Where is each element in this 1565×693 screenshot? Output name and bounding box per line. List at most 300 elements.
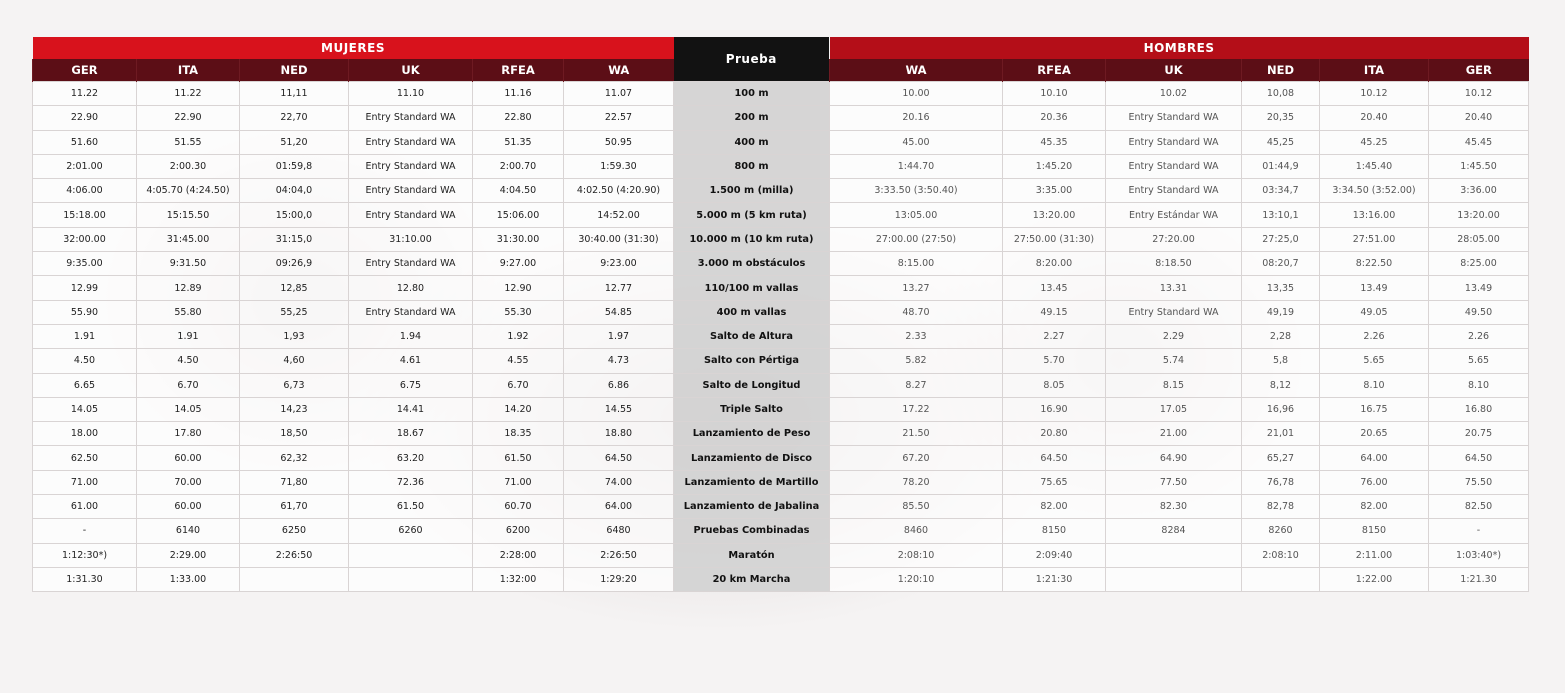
women-value-cell: 54.85 xyxy=(564,300,674,324)
women-value-cell: 61.50 xyxy=(473,446,564,470)
men-value-cell: 2.26 xyxy=(1429,324,1529,348)
women-value-cell: 11.22 xyxy=(137,82,240,106)
women-value-cell: 09:26,9 xyxy=(240,252,349,276)
men-value-cell: 1:45.20 xyxy=(1003,154,1106,178)
men-value-cell: 17.05 xyxy=(1106,397,1242,421)
event-name-cell: 1.500 m (milla) xyxy=(674,179,830,203)
women-value-cell: 18,50 xyxy=(240,422,349,446)
men-value-cell: 20.40 xyxy=(1320,106,1429,130)
men-value-cell: 5,8 xyxy=(1242,349,1320,373)
event-column-header: Prueba xyxy=(674,37,830,82)
women-value-cell: 64.00 xyxy=(564,495,674,519)
event-name-cell: 10.000 m (10 km ruta) xyxy=(674,227,830,251)
event-name-cell: Salto de Altura xyxy=(674,324,830,348)
men-value-cell: 13:20.00 xyxy=(1003,203,1106,227)
women-value-cell: 1:12:30*) xyxy=(33,543,137,567)
women-value-cell: 12.99 xyxy=(33,276,137,300)
men-value-cell: 27:51.00 xyxy=(1320,227,1429,251)
men-value-cell: 8:22.50 xyxy=(1320,252,1429,276)
women-value-cell: 12.77 xyxy=(564,276,674,300)
event-name-cell: 400 m vallas xyxy=(674,300,830,324)
table-row xyxy=(33,495,1529,519)
event-name-cell: Lanzamiento de Peso xyxy=(674,422,830,446)
women-value-cell xyxy=(349,543,473,567)
men-value-cell: 10.00 xyxy=(830,82,1003,106)
men-value-cell: 13.31 xyxy=(1106,276,1242,300)
men-value-cell: 1:20:10 xyxy=(830,567,1003,591)
women-value-cell: 11,11 xyxy=(240,82,349,106)
men-value-cell: 48.70 xyxy=(830,300,1003,324)
men-value-cell: 65,27 xyxy=(1242,446,1320,470)
women-value-cell: Entry Standard WA xyxy=(349,154,473,178)
men-value-cell: - xyxy=(1429,519,1529,543)
men-value-cell: 21,01 xyxy=(1242,422,1320,446)
women-value-cell: 4.61 xyxy=(349,349,473,373)
women-value-cell: 31:45.00 xyxy=(137,227,240,251)
men-value-cell: 82.30 xyxy=(1106,495,1242,519)
women-value-cell: 1.92 xyxy=(473,324,564,348)
men-value-cell: 64.00 xyxy=(1320,446,1429,470)
men-value-cell: 1:21:30 xyxy=(1003,567,1106,591)
men-value-cell: 2,28 xyxy=(1242,324,1320,348)
men-value-cell: 82.50 xyxy=(1429,495,1529,519)
women-value-cell: 2:00.70 xyxy=(473,154,564,178)
men-value-cell: 27:50.00 (31:30) xyxy=(1003,227,1106,251)
men-value-cell: 20.75 xyxy=(1429,422,1529,446)
women-value-cell: 31:15,0 xyxy=(240,227,349,251)
women-value-cell: 15:00,0 xyxy=(240,203,349,227)
women-value-cell: 18.35 xyxy=(473,422,564,446)
women-value-cell: 1.91 xyxy=(33,324,137,348)
men-col-ger: GER xyxy=(1429,59,1529,82)
women-value-cell: 18.67 xyxy=(349,422,473,446)
table-row xyxy=(33,179,1529,203)
women-value-cell: 18.00 xyxy=(33,422,137,446)
qualifying-standards-table xyxy=(32,37,1529,592)
women-value-cell: 64.50 xyxy=(564,446,674,470)
men-value-cell: 49,19 xyxy=(1242,300,1320,324)
event-name-cell: 20 km Marcha xyxy=(674,567,830,591)
women-value-cell: 11.07 xyxy=(564,82,674,106)
women-value-cell: 12.80 xyxy=(349,276,473,300)
men-value-cell: 85.50 xyxy=(830,495,1003,519)
women-value-cell: 9:27.00 xyxy=(473,252,564,276)
men-value-cell: Entry Standard WA xyxy=(1106,106,1242,130)
men-value-cell: 5.65 xyxy=(1429,349,1529,373)
men-value-cell: 2.27 xyxy=(1003,324,1106,348)
women-value-cell: 61.00 xyxy=(33,495,137,519)
men-value-cell: 75.50 xyxy=(1429,470,1529,494)
women-col-ita: ITA xyxy=(137,59,240,82)
men-value-cell: 28:05.00 xyxy=(1429,227,1529,251)
men-value-cell xyxy=(1106,567,1242,591)
women-value-cell: 14:52.00 xyxy=(564,203,674,227)
men-value-cell: 13.27 xyxy=(830,276,1003,300)
women-value-cell: 74.00 xyxy=(564,470,674,494)
table-row xyxy=(33,227,1529,251)
men-value-cell: 64.90 xyxy=(1106,446,1242,470)
women-value-cell: 9:35.00 xyxy=(33,252,137,276)
event-name-cell: 3.000 m obstáculos xyxy=(674,252,830,276)
men-value-cell: 8:18.50 xyxy=(1106,252,1242,276)
women-value-cell: 14.20 xyxy=(473,397,564,421)
event-name-cell: 5.000 m (5 km ruta) xyxy=(674,203,830,227)
men-value-cell: 8284 xyxy=(1106,519,1242,543)
women-value-cell: 9:23.00 xyxy=(564,252,674,276)
table-row xyxy=(33,130,1529,154)
event-name-cell: Maratón xyxy=(674,543,830,567)
women-value-cell: 1:59.30 xyxy=(564,154,674,178)
table-row xyxy=(33,470,1529,494)
event-name-cell: Salto con Pértiga xyxy=(674,349,830,373)
men-value-cell: 49.15 xyxy=(1003,300,1106,324)
men-value-cell xyxy=(1242,567,1320,591)
men-value-cell: Entry Standard WA xyxy=(1106,154,1242,178)
table-row xyxy=(33,203,1529,227)
men-value-cell: 8.27 xyxy=(830,373,1003,397)
women-value-cell: 1:31.30 xyxy=(33,567,137,591)
women-value-cell: - xyxy=(33,519,137,543)
men-value-cell: 45.00 xyxy=(830,130,1003,154)
women-value-cell: 2:01.00 xyxy=(33,154,137,178)
men-value-cell: 49.05 xyxy=(1320,300,1429,324)
men-value-cell: 08:20,7 xyxy=(1242,252,1320,276)
women-value-cell: 62,32 xyxy=(240,446,349,470)
men-value-cell: 78.20 xyxy=(830,470,1003,494)
women-value-cell: 15:18.00 xyxy=(33,203,137,227)
men-value-cell: 1:22.00 xyxy=(1320,567,1429,591)
men-value-cell: 10.12 xyxy=(1320,82,1429,106)
women-value-cell: 31:10.00 xyxy=(349,227,473,251)
women-value-cell: 6250 xyxy=(240,519,349,543)
men-value-cell: 13.45 xyxy=(1003,276,1106,300)
men-value-cell: 2:11.00 xyxy=(1320,543,1429,567)
men-value-cell: 5.74 xyxy=(1106,349,1242,373)
men-value-cell: 64.50 xyxy=(1429,446,1529,470)
men-value-cell: 8460 xyxy=(830,519,1003,543)
event-name-cell: 100 m xyxy=(674,82,830,106)
men-value-cell: 8:20.00 xyxy=(1003,252,1106,276)
men-value-cell: 01:44,9 xyxy=(1242,154,1320,178)
men-value-cell: 2.33 xyxy=(830,324,1003,348)
women-value-cell: 15:06.00 xyxy=(473,203,564,227)
men-value-cell: 2.26 xyxy=(1320,324,1429,348)
women-value-cell: 55.90 xyxy=(33,300,137,324)
men-value-cell: Entry Standard WA xyxy=(1106,300,1242,324)
men-value-cell: 5.65 xyxy=(1320,349,1429,373)
men-value-cell: 20.80 xyxy=(1003,422,1106,446)
men-value-cell: 82.00 xyxy=(1003,495,1106,519)
men-value-cell: 64.50 xyxy=(1003,446,1106,470)
men-value-cell: 20.40 xyxy=(1429,106,1529,130)
women-value-cell: 51,20 xyxy=(240,130,349,154)
women-value-cell: Entry Standard WA xyxy=(349,179,473,203)
men-value-cell: 5.82 xyxy=(830,349,1003,373)
men-value-cell: 13.49 xyxy=(1429,276,1529,300)
men-value-cell: 13:05.00 xyxy=(830,203,1003,227)
men-value-cell: 2:08:10 xyxy=(1242,543,1320,567)
women-value-cell: 12.90 xyxy=(473,276,564,300)
women-value-cell: 50.95 xyxy=(564,130,674,154)
table-row xyxy=(33,82,1529,106)
men-value-cell: 45.45 xyxy=(1429,130,1529,154)
table-row xyxy=(33,543,1529,567)
women-value-cell: 55,25 xyxy=(240,300,349,324)
men-value-cell: 20,35 xyxy=(1242,106,1320,130)
women-value-cell xyxy=(349,567,473,591)
women-value-cell: 14,23 xyxy=(240,397,349,421)
table-row xyxy=(33,252,1529,276)
men-value-cell: 13:10,1 xyxy=(1242,203,1320,227)
women-value-cell: 1:33.00 xyxy=(137,567,240,591)
table-row xyxy=(33,397,1529,421)
table-row xyxy=(33,300,1529,324)
women-value-cell: 22,70 xyxy=(240,106,349,130)
women-value-cell: Entry Standard WA xyxy=(349,203,473,227)
women-value-cell: 6.86 xyxy=(564,373,674,397)
women-value-cell: 71,80 xyxy=(240,470,349,494)
men-value-cell: 03:34,7 xyxy=(1242,179,1320,203)
table-row xyxy=(33,519,1529,543)
women-value-cell: 6,73 xyxy=(240,373,349,397)
women-value-cell: Entry Standard WA xyxy=(349,106,473,130)
men-value-cell: Entry Estándar WA xyxy=(1106,203,1242,227)
men-value-cell: 5.70 xyxy=(1003,349,1106,373)
table-row xyxy=(33,324,1529,348)
women-value-cell: 15:15.50 xyxy=(137,203,240,227)
women-col-rfea: RFEA xyxy=(473,59,564,82)
women-value-cell: Entry Standard WA xyxy=(349,300,473,324)
men-value-cell: 10.02 xyxy=(1106,82,1242,106)
men-value-cell: 27:25,0 xyxy=(1242,227,1320,251)
women-value-cell: 71.00 xyxy=(473,470,564,494)
women-value-cell: 72.36 xyxy=(349,470,473,494)
men-value-cell: 3:35.00 xyxy=(1003,179,1106,203)
men-value-cell xyxy=(1106,543,1242,567)
men-value-cell: 1:45.40 xyxy=(1320,154,1429,178)
men-value-cell: 2:09:40 xyxy=(1003,543,1106,567)
table-row xyxy=(33,567,1529,591)
men-value-cell: 13:20.00 xyxy=(1429,203,1529,227)
women-value-cell: 6200 xyxy=(473,519,564,543)
men-group-header: HOMBRES xyxy=(830,37,1529,59)
event-name-cell: Lanzamiento de Martillo xyxy=(674,470,830,494)
men-value-cell: 10,08 xyxy=(1242,82,1320,106)
men-value-cell: Entry Standard WA xyxy=(1106,179,1242,203)
men-value-cell: 27:20.00 xyxy=(1106,227,1242,251)
women-value-cell: 30:40.00 (31:30) xyxy=(564,227,674,251)
table-row xyxy=(33,154,1529,178)
men-col-ned: NED xyxy=(1242,59,1320,82)
men-value-cell: 13:16.00 xyxy=(1320,203,1429,227)
women-value-cell: 6.70 xyxy=(137,373,240,397)
men-value-cell: 8260 xyxy=(1242,519,1320,543)
women-value-cell: 11.10 xyxy=(349,82,473,106)
women-value-cell: 22.90 xyxy=(137,106,240,130)
women-value-cell: 1.94 xyxy=(349,324,473,348)
men-value-cell: 3:34.50 (3:52.00) xyxy=(1320,179,1429,203)
men-value-cell: 76,78 xyxy=(1242,470,1320,494)
women-value-cell: 55.80 xyxy=(137,300,240,324)
event-name-cell: 400 m xyxy=(674,130,830,154)
men-value-cell: 8:15.00 xyxy=(830,252,1003,276)
women-value-cell: 62.50 xyxy=(33,446,137,470)
men-value-cell: 16,96 xyxy=(1242,397,1320,421)
women-value-cell: 61,70 xyxy=(240,495,349,519)
women-value-cell: 61.50 xyxy=(349,495,473,519)
men-value-cell: 20.65 xyxy=(1320,422,1429,446)
men-value-cell: 1:45.50 xyxy=(1429,154,1529,178)
men-value-cell: 16.80 xyxy=(1429,397,1529,421)
women-value-cell: 2:26:50 xyxy=(564,543,674,567)
men-col-uk: UK xyxy=(1106,59,1242,82)
women-value-cell: 12.89 xyxy=(137,276,240,300)
women-value-cell: 2:26:50 xyxy=(240,543,349,567)
table-row xyxy=(33,106,1529,130)
women-value-cell: 2:00.30 xyxy=(137,154,240,178)
men-value-cell: 45,25 xyxy=(1242,130,1320,154)
women-value-cell: 6.65 xyxy=(33,373,137,397)
women-value-cell: 6260 xyxy=(349,519,473,543)
men-value-cell: 21.50 xyxy=(830,422,1003,446)
women-value-cell xyxy=(240,567,349,591)
women-value-cell: 14.05 xyxy=(137,397,240,421)
women-col-uk: UK xyxy=(349,59,473,82)
men-value-cell: 45.25 xyxy=(1320,130,1429,154)
table-row xyxy=(33,349,1529,373)
women-value-cell: 6.75 xyxy=(349,373,473,397)
men-value-cell: 8,12 xyxy=(1242,373,1320,397)
event-name-cell: Lanzamiento de Jabalina xyxy=(674,495,830,519)
table-row xyxy=(33,422,1529,446)
men-value-cell: 16.75 xyxy=(1320,397,1429,421)
women-value-cell: 14.55 xyxy=(564,397,674,421)
women-value-cell: 60.00 xyxy=(137,446,240,470)
men-value-cell: 82,78 xyxy=(1242,495,1320,519)
women-value-cell: 11.16 xyxy=(473,82,564,106)
women-col-ned: NED xyxy=(240,59,349,82)
women-value-cell: 4.50 xyxy=(33,349,137,373)
women-value-cell: 11.22 xyxy=(33,82,137,106)
women-value-cell: 70.00 xyxy=(137,470,240,494)
women-value-cell: 1:32:00 xyxy=(473,567,564,591)
men-value-cell: 10.10 xyxy=(1003,82,1106,106)
women-value-cell: 63.20 xyxy=(349,446,473,470)
men-value-cell: 8150 xyxy=(1320,519,1429,543)
women-value-cell: 4:02.50 (4:20.90) xyxy=(564,179,674,203)
women-value-cell: 31:30.00 xyxy=(473,227,564,251)
women-value-cell: 51.35 xyxy=(473,130,564,154)
women-value-cell: 22.57 xyxy=(564,106,674,130)
women-group-header: MUJERES xyxy=(33,37,674,59)
women-value-cell: 4:05.70 (4:24.50) xyxy=(137,179,240,203)
women-col-wa: WA xyxy=(564,59,674,82)
women-value-cell: 60.00 xyxy=(137,495,240,519)
table-row xyxy=(33,446,1529,470)
women-value-cell: 04:04,0 xyxy=(240,179,349,203)
men-value-cell: 8.10 xyxy=(1320,373,1429,397)
men-value-cell: 20.36 xyxy=(1003,106,1106,130)
women-value-cell: 2:29.00 xyxy=(137,543,240,567)
event-name-cell: Triple Salto xyxy=(674,397,830,421)
men-value-cell: 21.00 xyxy=(1106,422,1242,446)
women-value-cell: 1.91 xyxy=(137,324,240,348)
event-name-cell: Salto de Longitud xyxy=(674,373,830,397)
men-col-ita: ITA xyxy=(1320,59,1429,82)
men-col-wa: WA xyxy=(830,59,1003,82)
men-value-cell: 8.15 xyxy=(1106,373,1242,397)
women-value-cell: 14.41 xyxy=(349,397,473,421)
women-value-cell: Entry Standard WA xyxy=(349,252,473,276)
women-value-cell: 6480 xyxy=(564,519,674,543)
event-name-cell: Pruebas Combinadas xyxy=(674,519,830,543)
event-name-cell: Lanzamiento de Disco xyxy=(674,446,830,470)
women-value-cell: 71.00 xyxy=(33,470,137,494)
men-value-cell: 8.10 xyxy=(1429,373,1529,397)
men-value-cell: 2.29 xyxy=(1106,324,1242,348)
men-value-cell: 8.05 xyxy=(1003,373,1106,397)
women-value-cell: 4,60 xyxy=(240,349,349,373)
women-value-cell: 4:06.00 xyxy=(33,179,137,203)
women-value-cell: 4.73 xyxy=(564,349,674,373)
men-value-cell: 3:33.50 (3:50.40) xyxy=(830,179,1003,203)
table-row xyxy=(33,373,1529,397)
women-value-cell: 51.55 xyxy=(137,130,240,154)
women-value-cell: 4.55 xyxy=(473,349,564,373)
women-value-cell: 01:59,8 xyxy=(240,154,349,178)
men-value-cell: Entry Standard WA xyxy=(1106,130,1242,154)
women-value-cell: 9:31.50 xyxy=(137,252,240,276)
women-value-cell: 6.70 xyxy=(473,373,564,397)
men-col-rfea: RFEA xyxy=(1003,59,1106,82)
women-value-cell: 60.70 xyxy=(473,495,564,519)
men-value-cell: 16.90 xyxy=(1003,397,1106,421)
men-value-cell: 1:44.70 xyxy=(830,154,1003,178)
women-value-cell: 12,85 xyxy=(240,276,349,300)
men-value-cell: 3:36.00 xyxy=(1429,179,1529,203)
event-name-cell: 110/100 m vallas xyxy=(674,276,830,300)
men-value-cell: 82.00 xyxy=(1320,495,1429,519)
women-value-cell: 55.30 xyxy=(473,300,564,324)
women-value-cell: 17.80 xyxy=(137,422,240,446)
men-value-cell: 77.50 xyxy=(1106,470,1242,494)
women-col-ger: GER xyxy=(33,59,137,82)
men-value-cell: 1:03:40*) xyxy=(1429,543,1529,567)
women-value-cell: 1,93 xyxy=(240,324,349,348)
women-value-cell: 6140 xyxy=(137,519,240,543)
men-value-cell: 27:00.00 (27:50) xyxy=(830,227,1003,251)
table-row xyxy=(33,276,1529,300)
men-value-cell: 10.12 xyxy=(1429,82,1529,106)
women-value-cell: 4:04.50 xyxy=(473,179,564,203)
women-value-cell: 51.60 xyxy=(33,130,137,154)
women-value-cell: 1.97 xyxy=(564,324,674,348)
women-value-cell: 4.50 xyxy=(137,349,240,373)
women-value-cell: 22.90 xyxy=(33,106,137,130)
men-value-cell: 1:21.30 xyxy=(1429,567,1529,591)
women-value-cell: 18.80 xyxy=(564,422,674,446)
table-body xyxy=(33,82,1529,592)
men-value-cell: 20.16 xyxy=(830,106,1003,130)
men-value-cell: 67.20 xyxy=(830,446,1003,470)
men-value-cell: 13.49 xyxy=(1320,276,1429,300)
men-value-cell: 8150 xyxy=(1003,519,1106,543)
men-value-cell: 13,35 xyxy=(1242,276,1320,300)
women-value-cell: 22.80 xyxy=(473,106,564,130)
men-value-cell: 76.00 xyxy=(1320,470,1429,494)
women-value-cell: Entry Standard WA xyxy=(349,130,473,154)
women-value-cell: 1:29:20 xyxy=(564,567,674,591)
